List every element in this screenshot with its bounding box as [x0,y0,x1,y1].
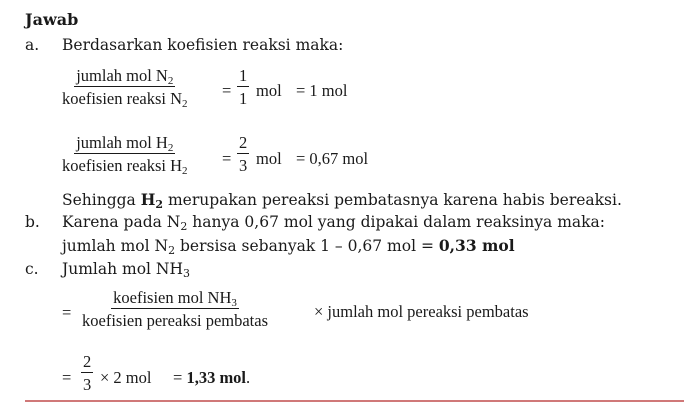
part-b-line2 [62,236,515,255]
nh3-multiplier: × jumlah mol pereaksi pembatas [314,302,529,321]
nh3-ratio-fraction [82,288,268,330]
nh3-numerator-sub: 3 [231,297,237,309]
conclusion-prefix: Sehingga [62,191,141,209]
n2-value-denominator: 1 [239,89,248,108]
n2-unit: mol [256,81,282,100]
result-value-period: . [246,368,251,387]
result-fraction-denominator: 3 [83,375,92,394]
h2-value-denominator: 3 [239,156,248,175]
answer-heading: Jawab [25,10,79,29]
result-fraction [81,352,93,394]
h2-ratio-fraction [62,133,188,175]
part-a-intro: Berdasarkan koefisien reaksi maka: [62,36,344,54]
result-equals: = [62,368,72,387]
h2-value-numerator: 2 [239,133,248,152]
part-b-line2-prefix: jumlah mol N [62,237,169,255]
n2-numerator: jumlah mol N [76,66,168,85]
n2-equals: = [222,81,232,100]
limiting-reagent-conclusion [62,190,622,209]
part-b-line2-middle: bersisa sebanyak 1 – 0,67 mol = [175,237,439,255]
part-b-marker: b. [25,213,40,231]
part-b-line1-prefix: Karena pada N [62,213,181,231]
h2-value-fraction [237,133,249,175]
part-b-line1 [62,213,605,231]
part-c-intro-text: Jumlah mol NH [62,260,183,278]
h2-unit: mol [256,149,282,168]
part-b-line1-sub: 2 [180,220,188,233]
result-value-prefix: = [173,368,187,387]
h2-equals: = [222,149,232,168]
conclusion-h2: H [140,190,156,209]
n2-denominator: koefisien reaksi N [62,89,183,108]
part-a-marker: a. [25,36,40,54]
part-c-intro-sub: 3 [183,267,190,280]
h2-denominator-sub: 2 [182,165,188,177]
bottom-divider [25,400,684,402]
n2-value-fraction [237,66,249,108]
result-fraction-numerator: 2 [83,352,92,371]
h2-result: = 0,67 mol [296,149,369,168]
conclusion-suffix: merupakan pereaksi pembatasnya karena habis bereaksi. [163,191,622,209]
part-b-remaining-amount: 0,33 mol [438,236,515,255]
n2-denominator-sub: 2 [182,98,188,110]
result-multiplier: × 2 mol [100,368,152,387]
part-b-line1-suffix: hanya 0,67 mol yang dipakai dalam reaksinya maka: [187,213,605,231]
n2-result: = 1 mol [296,81,348,100]
conclusion-h2-sub: 2 [155,198,164,211]
h2-numerator: jumlah mol H [76,133,168,152]
n2-value-numerator: 1 [239,66,248,85]
h2-denominator: koefisien reaksi H [62,156,183,175]
n2-ratio-fraction [62,66,188,108]
part-c-intro [62,260,190,278]
part-b-line2-sub: 2 [168,244,176,257]
nh3-equals: = [62,303,72,322]
h2-numerator-sub: 2 [167,142,174,154]
nh3-numerator: koefisien mol NH [113,288,232,307]
nh3-denominator: koefisien pereaksi pembatas [82,311,269,330]
n2-numerator-sub: 2 [167,75,174,87]
result-value-bold: 1,33 mol [186,368,247,387]
part-c-marker: c. [25,260,39,278]
result-value [173,368,250,388]
